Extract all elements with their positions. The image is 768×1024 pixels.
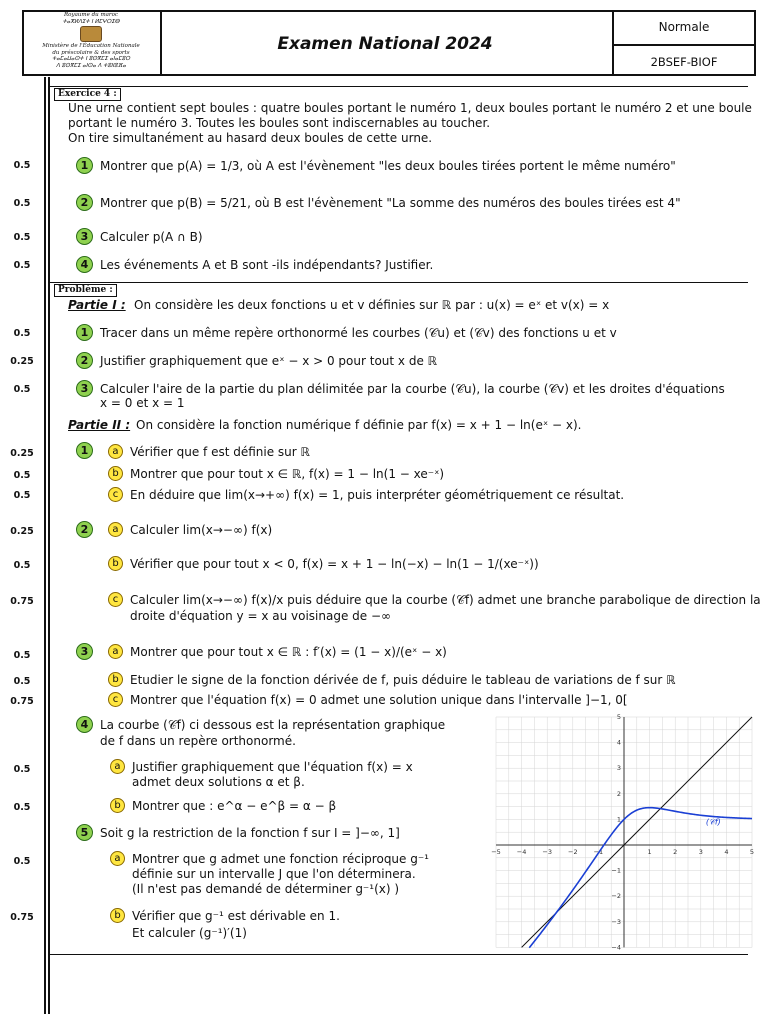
question-text: Vérifier que f est définie sur ℝ [130,445,311,459]
question-text: Calculer p(A ∩ B) [100,230,203,244]
ministry-line: du préscolaire & des sports [52,49,130,56]
x-tick-label: 5 [749,848,755,856]
question-text: Et calculer (g⁻¹)′(1) [132,926,247,940]
y-tick-label: −3 [611,917,621,926]
question-text: Montrer que p(B) = 5/21, où B est l'évènement "La somme des numéros des boules tirées est 4" [100,196,681,210]
question-text: Justifier graphiquement que l'équation f(x) = x [132,760,413,774]
question-number: 3 [76,228,93,245]
question-text: Montrer que pour tout x ∈ ℝ : f′(x) = (1 − x)/(eˣ − x) [130,645,447,659]
sub-question-letter: b [108,556,123,571]
margin-line-inner [48,77,50,1014]
question-text: Montrer que p(A) = 1/3, où A est l'évènement "les deux boules tirées portent le même numéro" [100,159,676,173]
points: 0.5 [13,560,31,571]
ministry-line: ⴷ ⵓⵙⴳⵎⵉ ⴰⵏⵙⴰ ⴷ ⵜⵓⵏⵏⵓⴼⴰ [56,62,126,69]
question-number: 1 [76,324,93,341]
session-label: Normale [658,20,710,34]
sub-question-letter: c [108,487,123,502]
question-text: Etudier le signe de la fonction dérivée de f, puis déduire le tableau de variations de f sur ℝ [130,673,676,687]
points: 0.5 [13,232,31,243]
question-number: 5 [76,824,93,841]
x-tick-label: −1 [593,848,604,856]
points: 0.25 [10,356,34,367]
question-text: Calculer lim(x→−∞) f(x)/x puis déduire que la courbe (𝒞f) admet une branche parabolique de direction la [130,593,761,607]
sub-question-letter: b [110,798,125,813]
curve-label: (𝒞f) [705,817,721,827]
points: 0.5 [13,764,31,775]
question-text: Calculer lim(x→−∞) f(x) [130,523,273,537]
y-tick-label: 5 [616,713,621,721]
intro-line: Une urne contient sept boules : quatre boules portant le numéro 1, deux boules portant le numéro 2 et une boule [68,101,752,115]
sub-question-letter: b [110,908,125,923]
question-text: Tracer dans un même repère orthonormé les courbes (𝒞u) et (𝒞v) des fonctions u et v [100,326,617,340]
question-text: droite d'équation y = x au voisinage de −∞ [130,609,392,623]
question-text: Montrer que pour tout x ∈ ℝ, f(x) = 1 − ln(1 − xe⁻ˣ) [130,467,445,481]
x-tick-label: −4 [516,848,527,856]
exam-title: Examen National 2024 [277,34,493,54]
function-graph [488,713,760,952]
question-text: x = 0 et x = 1 [100,396,185,410]
exam-code: 2BSEF-BIOF [650,55,718,69]
question-number: 3 [76,643,93,660]
points: 0.5 [13,490,31,501]
y-tick-label: −2 [611,892,621,901]
points: 0.5 [13,384,31,395]
question-text: admet deux solutions α et β. [132,775,305,789]
ministry-line: Ministère de l'Éducation Nationale [42,43,140,49]
question-text: Montrer que l'équation f(x) = 0 admet une solution unique dans l'intervalle ]−1, 0[ [130,693,628,707]
points: 0.5 [13,650,31,661]
x-tick-label: 2 [673,848,678,856]
question-number: 2 [76,521,93,538]
sub-question-letter: c [108,592,123,607]
y-tick-label: 2 [616,789,621,798]
x-tick-label: −5 [491,848,501,856]
question-number: 1 [76,157,93,174]
sub-question-letter: b [108,466,123,481]
question-text: Montrer que g admet une fonction réciproque g⁻¹ [132,852,429,866]
sub-question-letter: a [110,759,125,774]
x-tick-label: 1 [647,848,652,856]
intro-line: portant le numéro 3. Toutes les boules sont indiscernables au toucher. [68,116,491,130]
question-text: La courbe (𝒞f) ci dessous est la représentation graphique [100,718,446,732]
question-number: 4 [76,256,93,273]
sub-question-letter: a [108,522,123,537]
y-tick-label: −4 [611,943,621,952]
problem-label: Problème : [54,284,117,297]
question-text: Vérifier que g⁻¹ est dérivable en 1. [132,909,340,923]
points: 0.75 [10,696,34,707]
question-text: En déduire que lim(x→+∞) f(x) = 1, puis interpréter géométriquement ce résultat. [130,488,625,502]
ministry-line: ⵜⴰⵎⴰⵡⴰⵙⵜ ⵏ ⵓⵙⴳⵎⵉ ⴰⵏⴰⵎⵓⵔ [52,56,130,62]
divider [48,86,748,87]
question-text: définie sur un intervalle J que l'on déterminera. [132,867,416,881]
ministry-block [24,12,158,74]
y-tick-label: −1 [611,866,621,875]
x-tick-label: 4 [724,848,729,856]
divider [48,954,748,955]
ministry-line: Royaume du maroc [64,12,118,18]
sub-question-letter: a [108,644,123,659]
points: 0.5 [13,198,31,209]
part-title: Partie I : [68,298,126,312]
question-text: de f dans un repère orthonormé. [100,734,296,748]
points: 0.75 [10,596,34,607]
part-intro: On considère les deux fonctions u et v définies sur ℝ par : u(x) = eˣ et v(x) = x [134,298,610,312]
y-tick-label: 3 [616,764,621,773]
points: 0.5 [13,470,31,481]
intro-line: On tire simultanément au hasard deux boules de cette urne. [68,131,433,145]
sub-question-letter: a [108,444,123,459]
ministry-line: ⵜⴰⴳⵍⴷⵉⵜ ⵏ ⵍⵎⵖⵔⵉⴱ [62,18,120,25]
x-tick-label: −3 [542,848,552,856]
points: 0.5 [13,328,31,339]
exercise-label: Exercice 4 : [54,88,121,101]
question-text: Les événements A et B sont -ils indépendants? Justifier. [100,258,434,272]
question-text: Calculer l'aire de la partie du plan délimitée par la courbe (𝒞u), la courbe (𝒞v) et les droites d'équations [100,382,725,396]
part-title: Partie II : [68,418,131,432]
points: 0.5 [13,160,31,171]
question-number: 2 [76,194,93,211]
y-tick-label: 4 [616,738,621,747]
x-tick-label: 3 [698,848,703,856]
question-number: 2 [76,352,93,369]
question-text: Montrer que : e^α − e^β = α − β [132,799,337,813]
margin-line [44,77,46,1014]
y-tick-label: 1 [616,815,621,824]
sub-question-letter: a [110,851,125,866]
points: 0.5 [13,260,31,271]
question-text: Soit g la restriction de la fonction f sur I = ]−∞, 1] [100,826,400,840]
points: 0.25 [10,526,34,537]
question-number: 3 [76,380,93,397]
points: 0.5 [13,676,31,687]
sub-question-letter: b [108,672,123,687]
points: 0.5 [13,856,31,867]
question-text: Justifier graphiquement que eˣ − x > 0 pour tout x de ℝ [100,354,438,368]
divider [48,282,748,283]
question-number: 4 [76,716,93,733]
sub-question-letter: c [108,692,123,707]
points: 0.5 [13,802,31,813]
part-intro: On considère la fonction numérique f définie par f(x) = x + 1 − ln(eˣ − x). [136,418,582,432]
points: 0.75 [10,912,34,923]
royal-seal-icon [80,26,102,42]
question-number: 1 [76,442,93,459]
x-tick-label: −2 [568,848,578,856]
points: 0.25 [10,448,34,459]
question-text: Vérifier que pour tout x < 0, f(x) = x + 1 − ln(−x) − ln(1 − 1/(xe⁻ˣ)) [130,557,539,571]
question-text: (Il n'est pas demandé de déterminer g⁻¹(x) ) [132,882,400,896]
